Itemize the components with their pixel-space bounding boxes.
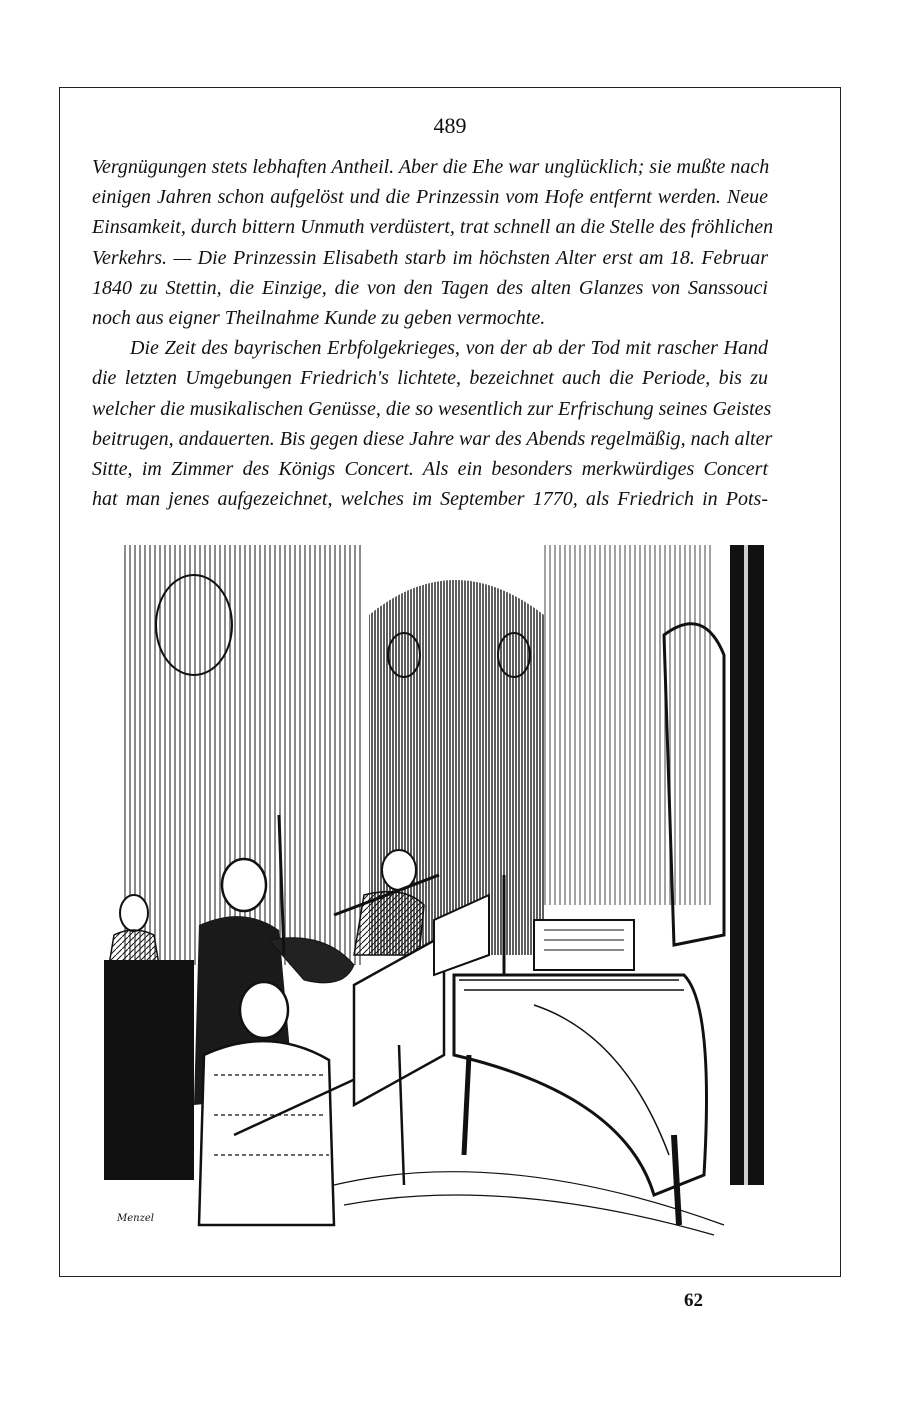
text-line: Einsamkeit, durch bittern Unmuth verdüstert, trat schnell an die Stelle des fröhlichen: [92, 216, 774, 239]
text-line: Verkehrs. — Die Prinzessin Elisabeth starb im höchsten Alter erst am 18. Februar: [92, 246, 768, 269]
artist-signature: Menzel: [117, 1213, 154, 1224]
page-number: 489: [433, 113, 467, 138]
text-line: beitrugen, andauerten. Bis gegen diese Jahre war des Abends regelmäßig, nach alter: [92, 427, 773, 450]
body-text: [92, 152, 774, 514]
harpsichord-leg: [464, 1055, 469, 1155]
listener-figure: [120, 895, 148, 931]
violinist-head: [222, 859, 266, 911]
harpsichord-music-rest: [534, 920, 634, 970]
paragraph-2: [92, 333, 773, 514]
signature-mark: 62: [684, 1290, 703, 1311]
harpsichord: [454, 975, 707, 1195]
text-line: 1840 zu Stettin, die Einzige, die von den Tagen des alten Glanzes von Sanssouci: [92, 276, 768, 299]
dark-dado: [104, 960, 194, 1180]
text-line: welcher die musikalischen Genüsse, die so wesentlich zur Erfrischung seines Geistes: [92, 397, 772, 420]
text-line: die letzten Umgebungen Friedrich's lichtete, bezeichnet auch die Periode, bis zu: [92, 367, 768, 390]
wall-right: [544, 545, 714, 905]
text-line: Sitte, im Zimmer des Königs Concert. Als ein besonders merkwürdiges Concert: [92, 458, 768, 481]
text-line: hat man jenes aufgezeichnet, welches im September 1770, als Friedrich in Pots-: [92, 488, 768, 511]
text-line: Vergnügungen stets lebhaften Antheil. Aber die Ehe war unglücklich; sie mußte nach: [92, 156, 770, 178]
flautist-head: [382, 850, 416, 890]
concert-illustration: [104, 535, 780, 1240]
old-violinist-head: [240, 982, 288, 1038]
text-line: Die Zeit des bayrischen Erbfolgekrieges, von der ab der Tod mit rascher Hand: [130, 337, 768, 360]
paragraph-1: [92, 152, 774, 333]
text-line: noch aus eigner Theilnahme Kunde zu geben vermochte.: [92, 307, 546, 330]
text-line: einigen Jahren schon aufgelöst und die Prinzessin vom Hofe entfernt werden. Neue: [92, 186, 768, 209]
old-violinist-body: [199, 1041, 334, 1225]
